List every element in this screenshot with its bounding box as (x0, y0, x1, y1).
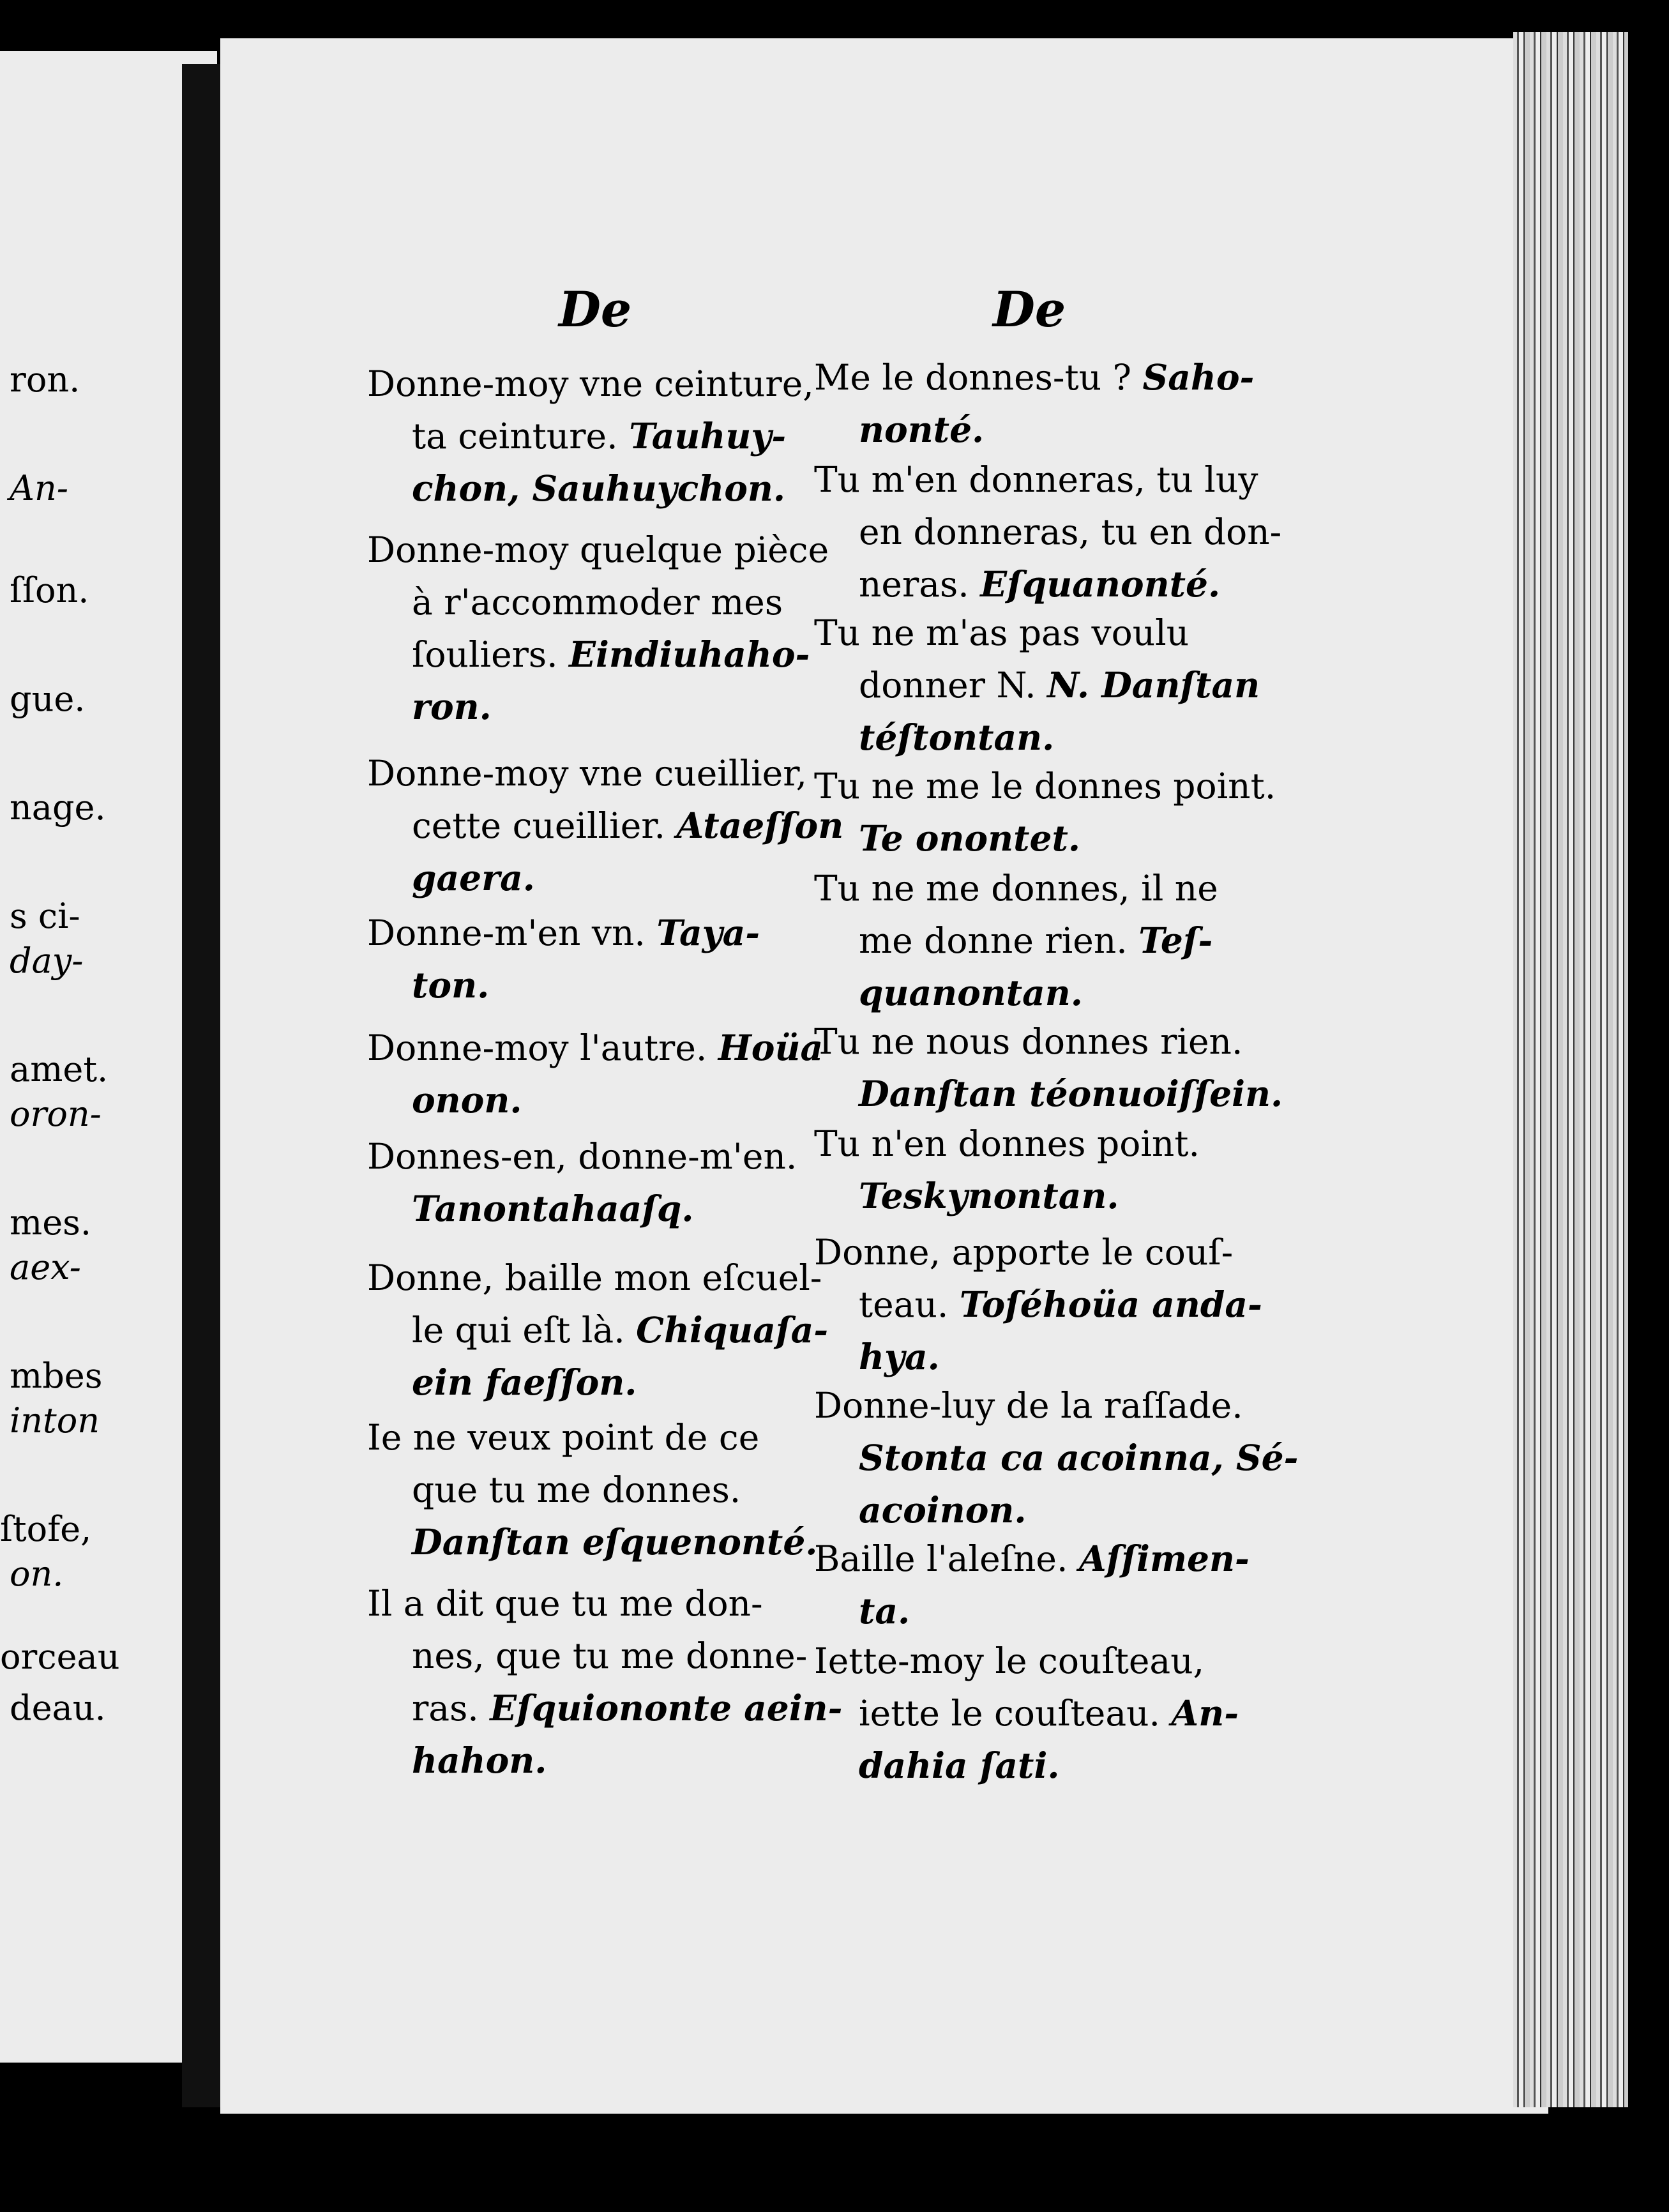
entry-line (367, 1464, 817, 1516)
entry-line (367, 1183, 797, 1235)
huron-text: ein faeſſon. (412, 1361, 637, 1403)
huron-text: Ataeſſon (676, 805, 844, 846)
huron-text: Aſſimen- (1078, 1538, 1250, 1579)
entry-line (814, 404, 1254, 456)
french-text: à r'accommoder mes (412, 582, 783, 623)
entry-line (814, 453, 1281, 506)
french-text: Donne-moy l'autre. (367, 1027, 718, 1068)
huron-text: Teskynontan. (859, 1175, 1119, 1216)
french-text: Tu ne me donnes, il ne (814, 868, 1218, 909)
french-text: Donne, apporte le couſ- (814, 1232, 1234, 1273)
dictionary-entry (367, 1022, 823, 1126)
french-text: Tu ne m'as pas voulu (814, 612, 1189, 653)
entry-line (814, 558, 1281, 610)
dictionary-entry (814, 862, 1218, 1019)
huron-text: Eindiuhaho- (569, 633, 810, 675)
french-text: le qui eſt là. (412, 1310, 637, 1351)
entry-line (367, 628, 829, 681)
huron-text: Tanontahaaſq. (412, 1188, 694, 1229)
left-page-fragment: amet. (10, 1049, 109, 1089)
entry-line (367, 959, 760, 1011)
left-page-fragment: nage. (10, 787, 106, 828)
entry-line (367, 358, 814, 410)
french-text: Donne-luy de la raſſade. (814, 1385, 1243, 1426)
left-page-fragment: day- (10, 941, 84, 981)
dictionary-entry (367, 1130, 797, 1235)
entry-line (814, 760, 1276, 812)
entry-line (814, 506, 1281, 558)
dictionary-entry (814, 1226, 1262, 1383)
french-text: Tu ne nous donnes rien. (814, 1021, 1243, 1062)
french-text: Donne-m'en vn. (367, 913, 657, 953)
huron-text: Tauhuy- (629, 415, 787, 457)
entry-line (814, 967, 1218, 1019)
huron-text: Eſquanonté. (980, 563, 1221, 605)
dictionary-entry (367, 524, 829, 733)
dictionary-entry (367, 907, 760, 1011)
entry-line (814, 1170, 1200, 1222)
left-page-fragment: mes. (10, 1202, 92, 1243)
entry-line (814, 1117, 1200, 1170)
french-text: Donne-moy quelque pièce (367, 529, 829, 570)
french-text: que tu me donnes. (412, 1469, 741, 1510)
entry-line (814, 1432, 1298, 1484)
huron-text: Te onontet. (859, 817, 1081, 859)
entry-line (814, 862, 1218, 914)
entry-line (814, 1739, 1239, 1792)
left-page-fragment: ron. (10, 360, 80, 400)
huron-text: hya. (859, 1336, 940, 1377)
french-text: Donnes-en, donne-m'en. (367, 1136, 797, 1177)
left-page-fragment: ſtofe, (0, 1509, 92, 1549)
french-text: teau. (859, 1284, 960, 1325)
entry-line (814, 1687, 1239, 1739)
entry-line (367, 524, 829, 576)
dictionary-entry (367, 1577, 842, 1787)
huron-text: An- (1171, 1692, 1239, 1734)
french-text: Tu ne me le donnes point. (814, 766, 1276, 807)
entry-line (367, 907, 760, 959)
entry-line (814, 711, 1260, 764)
huron-text: Stonta ca acoinna, Sé- (859, 1437, 1299, 1478)
entry-line (814, 659, 1260, 711)
huron-text: ta. (859, 1590, 910, 1632)
french-text: Baille l'aleſne. (814, 1538, 1079, 1579)
entry-line (367, 1304, 828, 1356)
entry-line (367, 1682, 842, 1734)
entry-line (367, 462, 814, 515)
huron-text: ton. (412, 964, 490, 1006)
left-page-fragment: aex- (10, 1247, 81, 1287)
french-text: Tu n'en donnes point. (814, 1123, 1200, 1164)
left-page-fragment: gue. (10, 679, 86, 719)
entry-line (814, 914, 1218, 967)
huron-text: onon. (412, 1079, 522, 1121)
french-text: cette cueillier. (412, 805, 677, 846)
dictionary-entry (814, 1117, 1200, 1222)
left-page-fragment: An- (10, 468, 69, 508)
french-text: neras. (859, 564, 981, 605)
huron-text: Danſtan eſquenonté. (412, 1521, 818, 1563)
dictionary-entry (367, 358, 814, 515)
dictionary-entry (814, 760, 1276, 865)
entry-line (367, 747, 843, 799)
french-text: Ie ne veux point de ce (367, 1417, 760, 1458)
french-text: me donne rien. (859, 920, 1139, 961)
french-text: Tu m'en donneras, tu luy (814, 459, 1258, 500)
dictionary-entry (814, 1533, 1250, 1637)
huron-text: Teſ- (1138, 920, 1213, 961)
huron-text: ron. (412, 686, 492, 727)
column-header: De (993, 281, 1066, 338)
huron-text: N. Danſtan (1047, 664, 1260, 706)
french-text: nes, que tu me donne- (412, 1635, 808, 1676)
entry-line (814, 1278, 1262, 1331)
left-page-fragment: mbes (10, 1356, 103, 1396)
entry-line (367, 1577, 842, 1630)
entry-line (367, 1630, 842, 1682)
french-text: donner N. (859, 665, 1048, 706)
book-gutter (182, 64, 220, 2107)
huron-text: hahon. (412, 1739, 547, 1781)
entry-line (367, 1252, 828, 1304)
huron-text: acoinon. (859, 1489, 1027, 1531)
huron-text: quanontan. (859, 972, 1083, 1013)
left-page-fragment: inton (10, 1400, 100, 1441)
entry-line (367, 681, 829, 733)
huron-text: Hoüa (718, 1027, 824, 1068)
entry-line (367, 1074, 823, 1126)
french-text: en donneras, tu en don- (859, 511, 1282, 552)
entry-line (367, 1411, 817, 1464)
entry-line (367, 1130, 797, 1183)
french-text: Iette-moy le couſteau, (814, 1640, 1205, 1681)
dictionary-entry (367, 1252, 828, 1409)
french-text: Il a dit que tu me don- (367, 1583, 763, 1624)
entry-line (367, 1516, 817, 1568)
entry-line (814, 607, 1260, 659)
dictionary-entry (814, 351, 1254, 456)
french-text: Donne, baille mon eſcuel- (367, 1257, 822, 1298)
dictionary-entry (814, 453, 1281, 610)
entry-line (367, 799, 843, 852)
french-text: Me le donnes-tu ? (814, 357, 1143, 398)
entry-line (814, 1533, 1250, 1585)
entry-line (814, 1331, 1262, 1383)
french-text: ta ceinture. (412, 416, 630, 457)
dictionary-entry (814, 1379, 1298, 1536)
entry-line (814, 1635, 1239, 1687)
dictionary-entry (367, 1411, 817, 1568)
french-text: ſouliers. (412, 634, 570, 675)
huron-text: gaera. (412, 857, 535, 898)
left-page-fragment: on. (10, 1554, 64, 1594)
french-text: ras. (412, 1688, 490, 1729)
entry-line (814, 1585, 1250, 1637)
huron-text: chon, Sauhuychon. (412, 467, 786, 509)
left-page-fragment: deau. (10, 1688, 106, 1728)
entry-line (814, 1068, 1283, 1120)
french-text: iette le couſteau. (859, 1693, 1172, 1734)
huron-text: Eſquiononte aein- (490, 1687, 843, 1729)
left-page-fragment: s ci- (10, 896, 80, 936)
entry-line (814, 1484, 1298, 1536)
entry-line (814, 1015, 1283, 1068)
huron-text: Saho- (1142, 356, 1255, 398)
french-text: Donne-moy vne cueillier, (367, 753, 807, 794)
huron-text: Chiquaſa- (636, 1309, 829, 1351)
dictionary-entry (814, 1635, 1239, 1792)
huron-text: téſtontan. (859, 716, 1055, 758)
entry-line (367, 1734, 842, 1787)
dictionary-entry (367, 747, 843, 904)
huron-text: nonté. (859, 409, 985, 450)
entry-line (814, 1379, 1298, 1432)
left-page-fragment: oron- (10, 1094, 102, 1134)
entry-line (367, 576, 829, 628)
column-header: De (559, 281, 632, 338)
page-edges (1513, 32, 1628, 2107)
entry-line (367, 1022, 823, 1074)
entry-line (367, 1356, 828, 1409)
entry-line (814, 351, 1254, 404)
left-page-fragment: orceau (0, 1637, 120, 1677)
french-text: Donne-moy vne ceinture, (367, 363, 814, 404)
right-page (220, 38, 1548, 2114)
dictionary-entry (814, 607, 1260, 764)
left-page-fragment: ſſon. (10, 570, 89, 610)
huron-text: Toſéhoüa anda- (959, 1284, 1262, 1325)
entry-line (814, 1226, 1262, 1278)
huron-text: dahia ſati. (859, 1745, 1060, 1786)
huron-text: Danſtan téonuoiſſein. (859, 1073, 1283, 1114)
entry-line (814, 812, 1276, 865)
entry-line (367, 410, 814, 462)
dictionary-entry (814, 1015, 1283, 1120)
entry-line (367, 852, 843, 904)
huron-text: Taya- (656, 912, 760, 953)
